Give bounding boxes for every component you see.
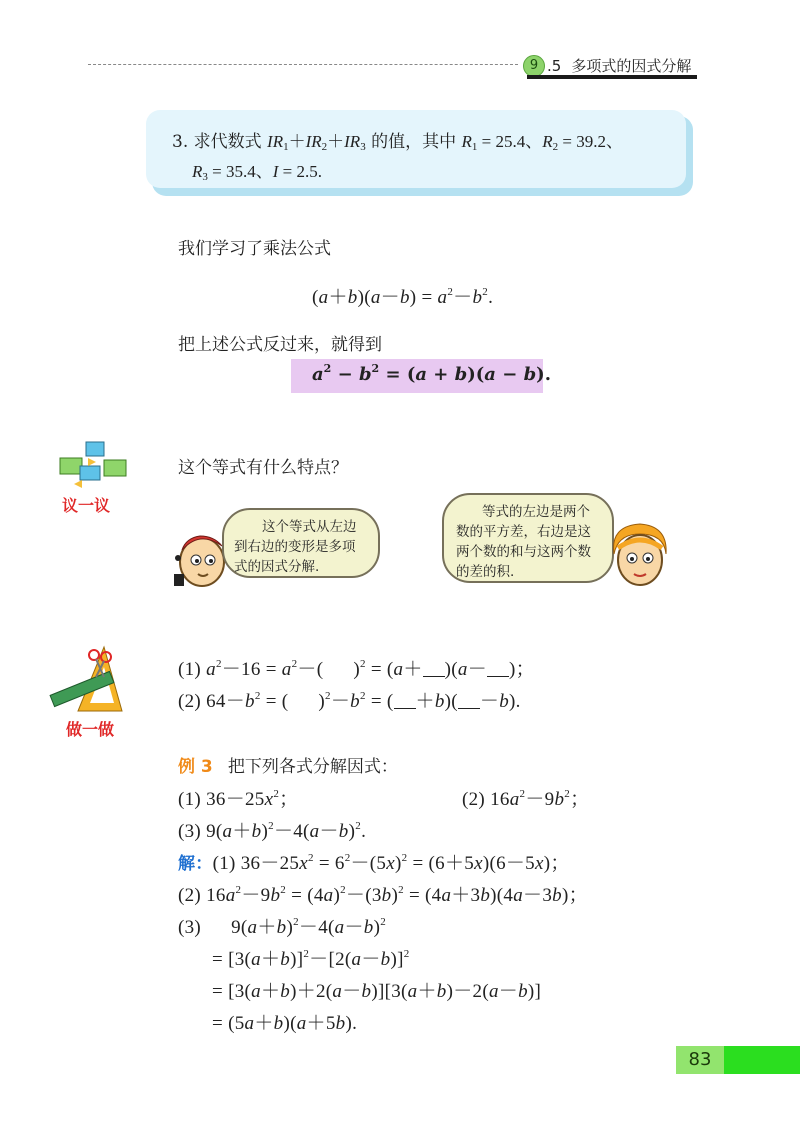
blank[interactable]: [487, 662, 509, 677]
boy-avatar: [170, 528, 230, 588]
exercise-line-1: 3. 求代数式 $IR_1+IR_2+IR_3$ 的值，其中 $R_1 = 25.4$、$R_2 = 39.2$、: [172, 132, 623, 153]
discuss-icon: [52, 440, 132, 492]
practice-label: 做一做: [66, 720, 115, 739]
solution-label: 解：: [178, 854, 213, 874]
practice-item-2: (2) $64-b^2$ = ( )$^2-b^2$ = ( ＋b)( －b).: [178, 690, 521, 712]
blank[interactable]: [458, 694, 480, 709]
discuss-label: 议一议: [62, 496, 111, 515]
practice-item-1: (1) $a^2-16 = a^2-$( )$^2$ = (a＋ )(a－ )；: [178, 658, 535, 680]
intro-line-1: 我们学习了乘法公式: [178, 239, 331, 259]
formula-product: $(a+b)(a-b) = a^2-b^2$.: [312, 286, 494, 308]
header-rule: [88, 64, 518, 65]
intro-line-2: 把上述公式反过来，就得到: [178, 335, 382, 355]
r2-value: 39.2: [576, 132, 606, 151]
section-title: 多项式的因式分解: [571, 57, 692, 75]
example-heading: [178, 752, 398, 777]
formula-factor: $a^2 - b^2 = (a + b)(a - b)$.: [312, 362, 551, 385]
example-instruction: 把下列各式分解因式：: [227, 757, 398, 777]
example-item-2: (2) $16a^2-9b^2$；: [462, 788, 590, 810]
example-item-1: (1) $36-25x^2$；: [178, 788, 299, 810]
exercise-mid: 的值，其中: [371, 132, 457, 152]
blank[interactable]: [394, 694, 416, 709]
example-item-3: (3) $9(a+b)^2-4(a-b)^2$.: [178, 820, 367, 842]
page-number: 83: [676, 1046, 724, 1074]
i-value: 2.5: [296, 162, 318, 181]
exercise-line-2: $R_3 = 35.4$、I = 2.5.: [192, 162, 322, 183]
example-label: 例 3: [178, 757, 213, 777]
section-number: .5: [547, 57, 562, 75]
r3-value: 35.4: [225, 162, 256, 181]
blank[interactable]: [423, 662, 445, 677]
solution-line-3: (3) $9(a+b)^2-4(a-b)^2$: [178, 916, 387, 938]
solution-line-1: 解：(1) $36-25x^2 = 6^2-(5x)^2 = (6+5x)(6-5x)$；: [178, 852, 570, 874]
bubble-right: 等式的左边是两个数的平方差，右边是这两个数的和与这两个数的差的积.: [442, 493, 614, 583]
solution-line-6: = (5a＋b)(a＋5b).: [212, 1013, 358, 1034]
page-number-bar: [724, 1046, 800, 1074]
practice-icon: [48, 645, 128, 715]
solution-line-4: = $[3(a+b)]^2-[2(a-b)]^2$: [212, 948, 410, 970]
r1-value: 25.4: [495, 132, 526, 151]
solution-line-5: = [3(a＋b)＋2(a－b)][3(a＋b)－2(a－b)]: [212, 981, 542, 1002]
exercise-number: 3.: [172, 132, 189, 152]
exercise-prompt: 求代数式: [193, 132, 262, 152]
bubble-left: 这个等式从左边到右边的变形是多项式的因式分解.: [222, 508, 380, 578]
section-chapter-badge: 9: [523, 55, 545, 77]
solution-line-2: (2) $16a^2-9b^2 = (4a)^2-(3b)^2 = (4a+3b)(4a-3b)$；: [178, 884, 588, 906]
header-bar: [527, 75, 697, 79]
practice-item-2-num: (2): [178, 691, 202, 712]
girl-avatar: [606, 520, 672, 590]
section-header: [547, 55, 691, 76]
practice-item-1-num: (1): [178, 659, 202, 680]
discuss-question: 这个等式有什么特点？: [178, 458, 348, 478]
